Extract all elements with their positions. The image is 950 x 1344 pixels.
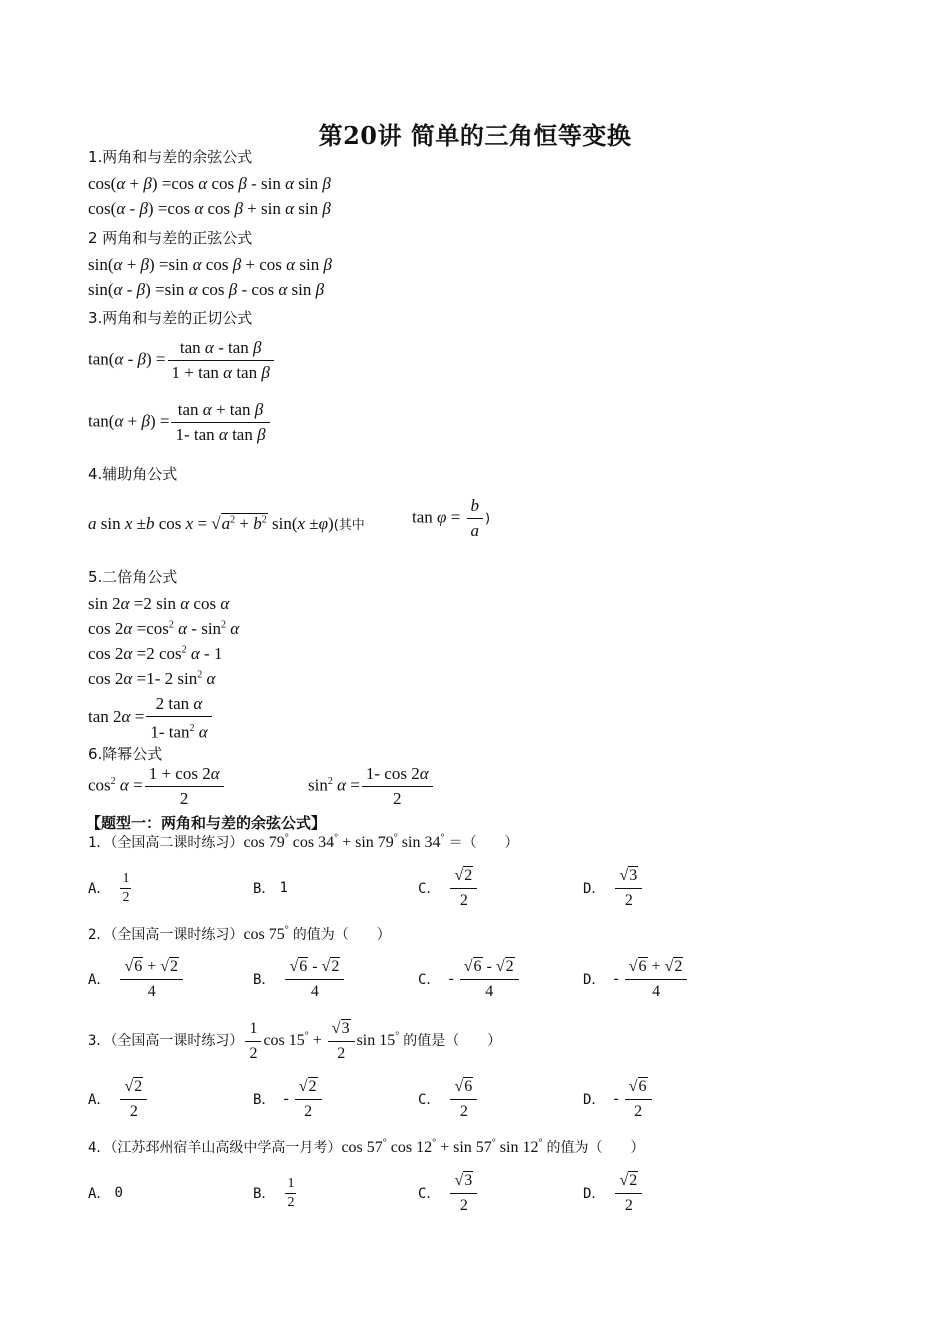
option-b[interactable]: B． $\frac{√6 - √2}{4}$ bbox=[253, 956, 346, 1002]
option-b[interactable]: B． 1 bbox=[253, 880, 288, 897]
question-4-prefix: 4．（江苏邳州宿羊山高级中学高一月考） bbox=[88, 1140, 342, 1156]
formula-sin-double: sin 2α =2 sin α cos α bbox=[88, 594, 230, 613]
option-a[interactable]: A． 0 bbox=[88, 1185, 123, 1202]
question-1-suffix: ＝（ ） bbox=[448, 835, 519, 851]
option-a[interactable]: A． $\frac{1}{2}$ bbox=[88, 870, 130, 905]
formula-aux-tanphi: tan φ = $\frac{b}{a}$ ) bbox=[412, 496, 491, 540]
option-a[interactable]: A． $\frac{√2}{2}$ bbox=[88, 1076, 149, 1122]
option-b[interactable]: B． $\frac{1}{2}$ bbox=[253, 1175, 295, 1210]
aux-note-open: (其中 bbox=[333, 518, 365, 533]
formula-cos-double-1: $\cos 2\alpha =\cos^2$ α - $\sin^2 \alpha$ bbox=[88, 619, 240, 638]
option-c[interactable]: C． - $\frac{√6 - √2}{4}$ bbox=[418, 956, 521, 1002]
question-3: 3．（全国高一课时练习） $\frac{1}{2}$ cos 15° + $\frac{√3}{2}$ sin 15° 的值是（ ） bbox=[88, 1017, 501, 1066]
page-title: 第20讲 简单的三角恒等变换 bbox=[318, 121, 632, 150]
question-2-options bbox=[88, 956, 788, 1002]
formula-tan-double: tan 2α = $\frac{\text{2 tan α}}{1- \tan^2 \alpha}$ bbox=[88, 692, 214, 745]
question-3-suffix: 的值是（ ） bbox=[403, 1033, 502, 1050]
section-heading-reduce: 6.降幂公式 bbox=[88, 745, 163, 763]
question-4: 4．（江苏邳州宿羊山高级中学高一月考）cos 57° cos 12° + sin 57° sin 12° 的值为（ ） bbox=[88, 1137, 645, 1156]
option-d[interactable]: D． - $\frac{√6 + √2}{4}$ bbox=[583, 956, 689, 1002]
section-heading-aux: 4.辅助角公式 bbox=[88, 465, 178, 483]
option-a[interactable]: A． $\frac{√6 + √2}{4}$ bbox=[88, 956, 185, 1002]
question-4-suffix: 的值为（ ） bbox=[546, 1140, 645, 1156]
question-3-prefix: 3．（全国高一课时练习） bbox=[88, 1033, 244, 1050]
formula-cos-square: $\cos^2 \alpha$ = $\frac{1 + \cos 2\alpha}{2}$ bbox=[88, 762, 226, 811]
question-1-prefix: 1．（全国高二课时练习） bbox=[88, 835, 244, 851]
section-heading-sin: 2 两角和与差的正弦公式 bbox=[88, 229, 253, 247]
formula-cos-sum: cos(α + β) =cos α cos β - sin α sin β bbox=[88, 174, 331, 193]
question-2: 2．（全国高一课时练习）cos 75° 的值为（ ） bbox=[88, 924, 391, 943]
formula-sin-square: $\sin^2 \alpha$ = $\frac{1- \cos 2\alpha}{2}$ bbox=[308, 762, 435, 811]
formula-cos-double-3: cos 2α =1- 2 $\sin^2 \alpha$ bbox=[88, 669, 216, 688]
section-heading-tan: 3.两角和与差的正切公式 bbox=[88, 309, 253, 327]
section-heading-double: 5.二倍角公式 bbox=[88, 568, 178, 586]
option-d[interactable]: D． - $\frac{√6}{2}$ bbox=[583, 1076, 654, 1122]
question-2-suffix: 的值为（ ） bbox=[292, 927, 391, 943]
option-d[interactable]: D． $\frac{√2}{2}$ bbox=[583, 1170, 644, 1216]
question-1: 1．（全国高二课时练习）cos 79° cos 34° + sin 79° sin 34° ＝（ ） bbox=[88, 832, 519, 851]
formula-aux-angle: a sin x ±b $\cos x = √a^2 + b^2$ sin(x ±φ)(其中 bbox=[88, 514, 365, 533]
aux-note-close: ) bbox=[485, 511, 491, 527]
question-3-options bbox=[88, 1076, 788, 1122]
question-1-options bbox=[88, 865, 788, 911]
option-c[interactable]: C． $\frac{√3}{2}$ bbox=[418, 1170, 479, 1216]
formula-cos-diff: cos(α - β) =cos α cos β + sin α sin β bbox=[88, 199, 331, 218]
option-b[interactable]: B． - $\frac{√2}{2}$ bbox=[253, 1076, 324, 1122]
formula-tan-sum: tan(α + β) = $\frac{\text{tan α + tan β}}{\text{1- tan α tan β}}$ bbox=[88, 398, 272, 447]
formula-sin-diff: sin(α - β) =sin α cos β - cos α sin β bbox=[88, 280, 325, 299]
option-c[interactable]: C． $\frac{√2}{2}$ bbox=[418, 865, 479, 911]
question-4-options bbox=[88, 1170, 788, 1216]
question-type-heading: 【题型一：两角和与差的余弦公式】 bbox=[86, 814, 327, 832]
formula-sin-sum: sin(α + β) =sin α cos β + cos α sin β bbox=[88, 255, 332, 274]
option-d[interactable]: D． $\frac{√3}{2}$ bbox=[583, 865, 644, 911]
formula-cos-double-2: cos 2α =2 $\cos^2 \alpha - 1$ bbox=[88, 644, 223, 663]
question-2-prefix: 2．（全国高一课时练习） bbox=[88, 927, 244, 943]
formula-tan-diff: tan(α - β) = $\frac{\text{tan α - tan β}}{\text{1 + tan α tan β}}$ bbox=[88, 336, 276, 385]
section-heading-cos: 1.两角和与差的余弦公式 bbox=[88, 148, 253, 166]
option-c[interactable]: C． $\frac{√6}{2}$ bbox=[418, 1076, 479, 1122]
